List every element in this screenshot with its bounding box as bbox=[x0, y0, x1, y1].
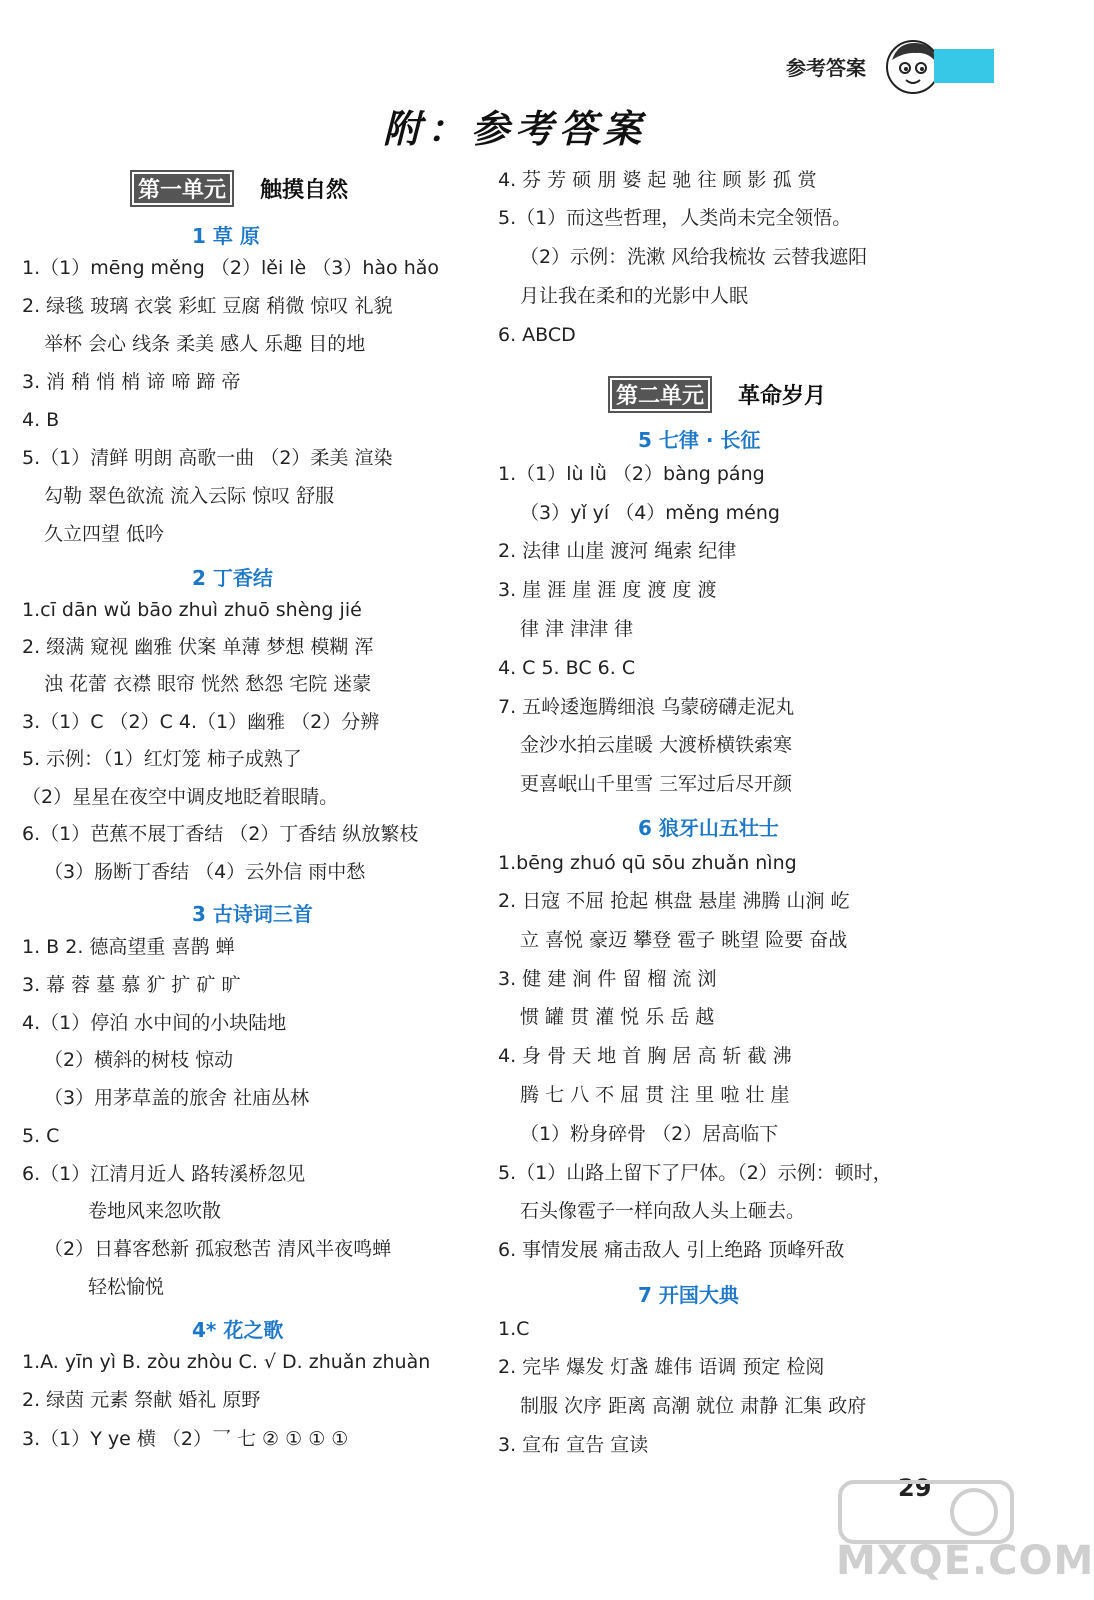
answer-line: 月让我在柔和的光影中人眠 bbox=[520, 285, 749, 307]
answer-line: 3. 宣布 宣告 宣读 bbox=[498, 1434, 649, 1456]
header-label: 参考答案 bbox=[786, 56, 866, 80]
answer-line: 1.cī dān wǔ bāo zhuì zhuō shèng jié bbox=[22, 599, 362, 621]
answer-line: 6. ABCD bbox=[498, 324, 576, 346]
answer-line: 浊 花蕾 衣襟 眼帘 恍然 愁怨 宅院 迷蒙 bbox=[44, 673, 372, 695]
answer-line: 2. 绿茵 元素 祭献 婚礼 原野 bbox=[22, 1389, 261, 1411]
answer-line: 1.C bbox=[498, 1318, 530, 1340]
lesson-title: 2 丁香结 bbox=[192, 566, 273, 590]
answer-line: 4. 芬 芳 硕 朋 婆 起 驰 往 顾 影 孤 赏 bbox=[498, 169, 817, 191]
answer-line: 4.（1）停泊 水中间的小块陆地 bbox=[22, 1012, 287, 1034]
answer-line: 石头像雹子一样向敌人头上砸去。 bbox=[520, 1200, 806, 1222]
lesson-title: 7 开国大典 bbox=[638, 1283, 739, 1307]
answer-line: 5. C bbox=[22, 1125, 60, 1147]
answer-line: 勾勒 翠色欲流 流入云际 惊叹 舒服 bbox=[44, 485, 335, 507]
answer-line: 3.（1）C （2）C 4.（1）幽雅 （2）分辨 bbox=[22, 711, 380, 733]
answer-line: 卷地风来忽吹散 bbox=[88, 1200, 222, 1222]
answer-line: 7. 五岭逶迤腾细浪 乌蒙磅礴走泥丸 bbox=[498, 696, 795, 718]
answer-line: （2）示例：洗漱 风给我梳妆 云替我遮阳 bbox=[520, 246, 868, 268]
answer-line: （3）用茅草盖的旅舍 社庙丛林 bbox=[44, 1087, 310, 1109]
lesson-title: 6 狼牙山五壮士 bbox=[638, 816, 779, 840]
answer-line: 3.（1）Y ye 横 （2）乛 七 ② ① ① ① bbox=[22, 1428, 349, 1450]
answer-line: 1.A. yīn yì B. zòu zhòu C. √ D. zhuǎn zhuàn bbox=[22, 1351, 431, 1373]
answer-line: 更喜岷山千里雪 三军过后尽开颜 bbox=[520, 773, 793, 795]
answer-line: （3）yǐ yí （4）měng méng bbox=[520, 502, 780, 524]
answer-line: 6.（1）芭蕉不展丁香结 （2）丁香结 纵放繁枝 bbox=[22, 823, 419, 845]
unit-title: 触摸自然 bbox=[260, 178, 349, 203]
answer-line: （2）日暮客愁新 孤寂愁苦 清风半夜鸣蝉 bbox=[44, 1238, 392, 1260]
answer-line: 制服 次序 距离 高潮 就位 肃静 汇集 政府 bbox=[520, 1395, 867, 1417]
answer-line: 4. C 5. BC 6. C bbox=[498, 657, 636, 679]
header-accent-bar bbox=[934, 49, 994, 83]
answer-line: 立 喜悦 豪迈 攀登 雹子 眺望 险要 奋战 bbox=[520, 929, 848, 951]
answer-line: 1.（1）mēng měng （2）lěi lè （3）hào hǎo bbox=[22, 257, 440, 279]
answer-line: （2）星星在夜空中调皮地眨着眼睛。 bbox=[22, 786, 339, 808]
lesson-title: 3 古诗词三首 bbox=[192, 902, 313, 926]
unit-badge: 第一单元 bbox=[130, 170, 234, 207]
watermark-text: MXQE.COM bbox=[836, 1538, 1094, 1584]
answer-line: 久立四望 低吟 bbox=[44, 523, 165, 545]
answer-line: （2）横斜的树枝 惊动 bbox=[44, 1049, 234, 1071]
answer-line: 3. 崖 涯 崖 涯 度 渡 度 渡 bbox=[498, 579, 717, 601]
answer-line: 5.（1）而这些哲理，人类尚未完全领悟。 bbox=[498, 207, 852, 229]
answer-line: 举杯 会心 线条 柔美 感人 乐趣 目的地 bbox=[44, 333, 366, 355]
answer-line: 2. 完毕 爆发 灯盏 雄伟 语调 预定 检阅 bbox=[498, 1356, 825, 1378]
answer-line: 1.（1）lù lǜ （2）bàng páng bbox=[498, 463, 765, 485]
answer-line: （3）肠断丁香结 （4）云外信 雨中愁 bbox=[44, 861, 366, 883]
answer-line: 3. 幕 蓉 墓 慕 犷 扩 矿 旷 bbox=[22, 974, 241, 996]
lesson-title: 1 草 原 bbox=[192, 224, 260, 248]
answer-line: 3. 健 建 涧 件 留 榴 流 浏 bbox=[498, 968, 717, 990]
answer-line: 腾 七 八 不 屈 贯 注 里 啦 壮 崖 bbox=[520, 1084, 790, 1106]
unit-heading bbox=[130, 170, 348, 207]
page-number: 29 bbox=[898, 1474, 932, 1502]
answer-line: 6. 事情发展 痛击敌人 引上绝路 顶峰歼敌 bbox=[498, 1239, 845, 1261]
answer-line: 1.bēng zhuó qū sōu zhuǎn nìng bbox=[498, 852, 797, 874]
answer-line: 5.（1）山路上留下了尸体。（2）示例：顿时， bbox=[498, 1162, 892, 1184]
answer-line: 惯 罐 贯 灌 悦 乐 岳 越 bbox=[520, 1006, 715, 1028]
unit-badge: 第二单元 bbox=[608, 376, 712, 413]
lesson-title: 5 七律 · 长征 bbox=[638, 428, 761, 452]
lesson-title: 4* 花之歌 bbox=[192, 1318, 284, 1342]
answer-line: 5. 示例：（1）红灯笼 柿子成熟了 bbox=[22, 748, 302, 770]
answer-line: 2. 日寇 不屈 抢起 棋盘 悬崖 沸腾 山涧 屹 bbox=[498, 890, 850, 912]
answer-line: 4. B bbox=[22, 409, 60, 431]
page-title: 附：参考答案 bbox=[382, 107, 647, 151]
answer-line: 金沙水拍云崖暖 大渡桥横铁索寒 bbox=[520, 734, 793, 756]
answer-line: 6.（1）江清月近人 路转溪桥忽见 bbox=[22, 1163, 306, 1185]
answer-line: 律 津 津津 律 bbox=[520, 618, 634, 640]
answer-line: （1）粉身碎骨 （2）居高临下 bbox=[520, 1123, 779, 1145]
unit-title: 革命岁月 bbox=[738, 384, 827, 409]
answer-line: 轻松愉悦 bbox=[88, 1276, 165, 1298]
answer-line: 3. 消 稍 悄 梢 谛 啼 蹄 帝 bbox=[22, 371, 241, 393]
answer-line: 1. B 2. 德高望重 喜鹊 蝉 bbox=[22, 936, 235, 958]
answer-line: 5.（1）清鲜 明朗 高歌一曲 （2）柔美 渲染 bbox=[22, 447, 393, 469]
unit-heading bbox=[608, 376, 826, 413]
answer-line: 2. 缀满 窥视 幽雅 伏案 单薄 梦想 模糊 浑 bbox=[22, 636, 374, 658]
answer-line: 4. 身 骨 天 地 首 胸 居 高 斩 截 沸 bbox=[498, 1045, 792, 1067]
answer-line: 2. 法律 山崖 渡河 绳索 纪律 bbox=[498, 540, 737, 562]
answer-line: 2. 绿毯 玻璃 衣裳 彩虹 豆腐 稍微 惊叹 礼貌 bbox=[22, 295, 393, 317]
